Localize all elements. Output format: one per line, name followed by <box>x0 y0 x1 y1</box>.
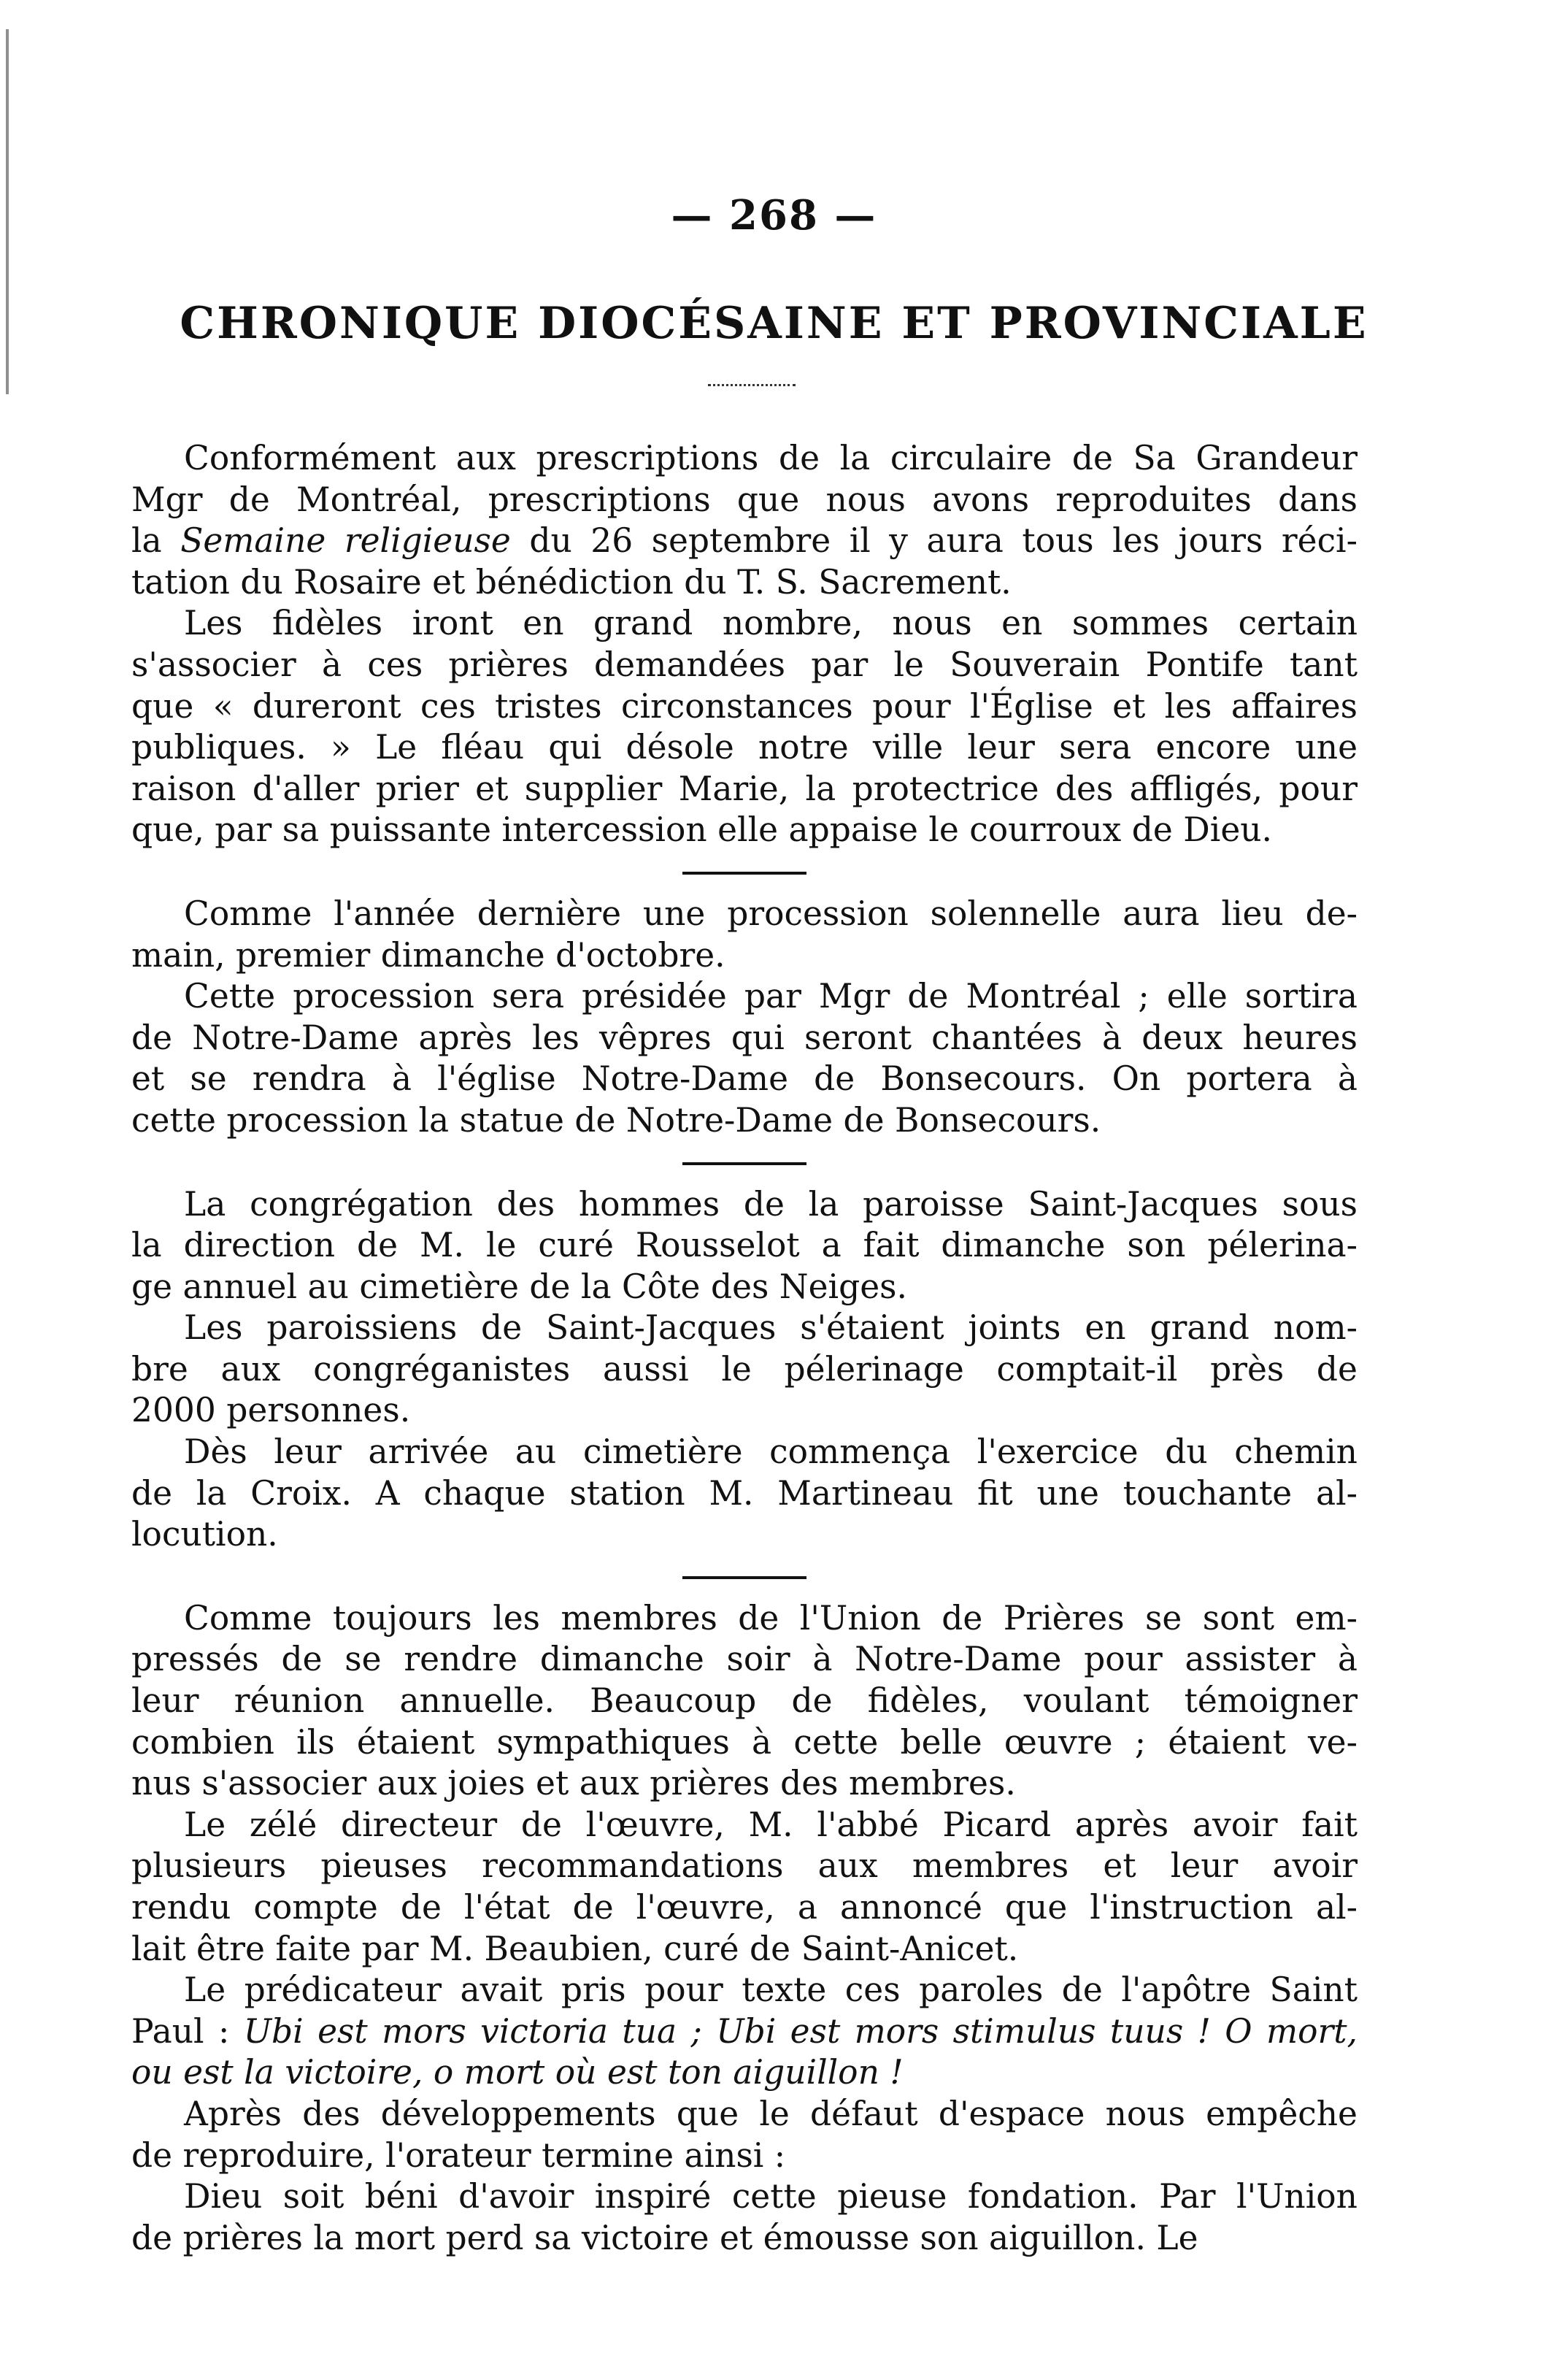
text-line: lait être faite par M. Beaubien, curé de Saint-Anicet. <box>131 1929 1019 1968</box>
text-line: Comme toujours les membres de l'Union de Prières se sont em- <box>184 1598 1358 1638</box>
text-line: Les paroissiens de Saint-Jacques s'étaient joints en grand nom- <box>184 1308 1358 1348</box>
text-line: Dieu soit béni d'avoir inspiré cette pieuse fondation. Par l'Union <box>184 2177 1358 2216</box>
text-line: que « dureront ces tristes circonstances pour l'Église et les affaires <box>131 686 1358 726</box>
text-line: Paul : Ubi est mors victoria tua ; Ubi est mors stimulus tuus ! O mort, <box>131 2011 1358 2051</box>
text-line: de la Croix. A chaque station M. Martineau fit une touchante al- <box>131 1473 1358 1513</box>
text-line: leur réunion annuelle. Beaucoup de fidèles, voulant témoigner <box>131 1681 1358 1721</box>
paragraph <box>131 438 1358 603</box>
news-item <box>131 894 1358 1142</box>
news-item <box>131 1598 1358 2260</box>
text-line: plusieurs pieuses recommandations aux membres et leur avoir <box>131 1846 1358 1886</box>
text-line: Mgr de Montréal, prescriptions que nous avons reproduites dans <box>131 480 1358 519</box>
text-line: combien ils étaient sympathiques à cette belle œuvre ; étaient ve- <box>131 1722 1358 1762</box>
paragraph <box>131 603 1358 851</box>
paragraph <box>131 2094 1358 2176</box>
text-line: raison d'aller prier et supplier Marie, la protectrice des affligés, pour <box>131 769 1358 808</box>
text-line: Dès leur arrivée au cimetière commença l'exercice du chemin <box>184 1432 1358 1472</box>
text-line: la direction de M. le curé Rousselot a fait dimanche son pélerina- <box>131 1226 1358 1265</box>
text-line: nus s'associer aux joies et aux prières des membres. <box>131 1764 1016 1803</box>
section-divider <box>682 1162 806 1165</box>
text-line: que, par sa puissante intercession elle appaise le courroux de Dieu. <box>131 810 1273 850</box>
page-title: CHRONIQUE DIOCÉSAINE ET PROVINCIALE <box>180 298 1368 349</box>
text-line: et se rendra à l'église Notre-Dame de Bonsecours. On portera à <box>131 1059 1358 1099</box>
text-line: Après des développements que le défaut d'espace nous empêche <box>184 2094 1358 2133</box>
text-line: de Notre-Dame après les vêpres qui seront chantées à deux heures <box>131 1018 1358 1057</box>
paragraph <box>131 1598 1358 1805</box>
paragraph <box>131 1308 1358 1432</box>
text-line: main, premier dimanche d'octobre. <box>131 935 725 975</box>
text-line: ou est la victoire, o mort où est ton aiguillon ! <box>131 2053 904 2092</box>
paragraph <box>131 1432 1358 1556</box>
text-line: Le prédicateur avait pris pour texte ces paroles de l'apôtre Saint <box>184 1970 1358 2010</box>
page-number: — 268 — <box>671 191 877 239</box>
text-line: Le zélé directeur de l'œuvre, M. l'abbé Picard après avoir fait <box>184 1805 1358 1844</box>
text-line: s'associer à ces prières demandées par le Souverain Pontife tant <box>131 645 1358 684</box>
text-line: Conformément aux prescriptions de la circulaire de Sa Grandeur <box>184 439 1358 477</box>
text-line: tation du Rosaire et bénédiction du T. S. Sacrement. <box>131 562 1012 602</box>
text-line: 2000 personnes. <box>131 1391 411 1430</box>
text-line: bre aux congréganistes aussi le pélerinage comptait-il près de <box>131 1349 1358 1389</box>
text-line: ge annuel au cimetière de la Côte des Neiges. <box>131 1267 907 1306</box>
section-divider <box>682 872 806 875</box>
paragraph <box>131 894 1358 976</box>
text-line: la Semaine religieuse du 26 septembre il y aura tous les jours réci- <box>131 521 1358 561</box>
text-line: de prières la mort perd sa victoire et émousse son aiguillon. Le <box>131 2218 1198 2257</box>
paragraph <box>131 2176 1358 2259</box>
text-line: pressés de se rendre dimanche soir à Notre-Dame pour assister à <box>131 1640 1358 1679</box>
text-line: de reproduire, l'orateur termine ainsi : <box>131 2135 786 2175</box>
text-line: Cette procession sera présidée par Mgr de Montréal ; elle sortira <box>184 977 1358 1016</box>
text-line: rendu compte de l'état de l'œuvre, a annoncé que l'instruction al- <box>131 1888 1358 1927</box>
text-line: La congrégation des hommes de la paroisse Saint-Jacques sous <box>184 1184 1358 1224</box>
title-ornament <box>708 384 796 386</box>
text-line: locution. <box>131 1515 278 1554</box>
news-item <box>131 1184 1358 1556</box>
text-line: cette procession la statue de Notre-Dame de Bonsecours. <box>131 1100 1101 1140</box>
article-body <box>131 438 1358 2259</box>
paragraph <box>131 1184 1358 1308</box>
paragraph <box>131 1805 1358 1970</box>
text-line: Les fidèles iront en grand nombre, nous en sommes certain <box>184 604 1358 643</box>
section-divider <box>682 1576 806 1579</box>
news-item <box>131 438 1358 851</box>
text-line: Comme l'année dernière une procession solennelle aura lieu de- <box>184 894 1358 933</box>
paragraph <box>131 976 1358 1141</box>
paragraph <box>131 1970 1358 2094</box>
text-line: publiques. » Le fléau qui désole notre ville leur sera encore une <box>131 728 1358 767</box>
